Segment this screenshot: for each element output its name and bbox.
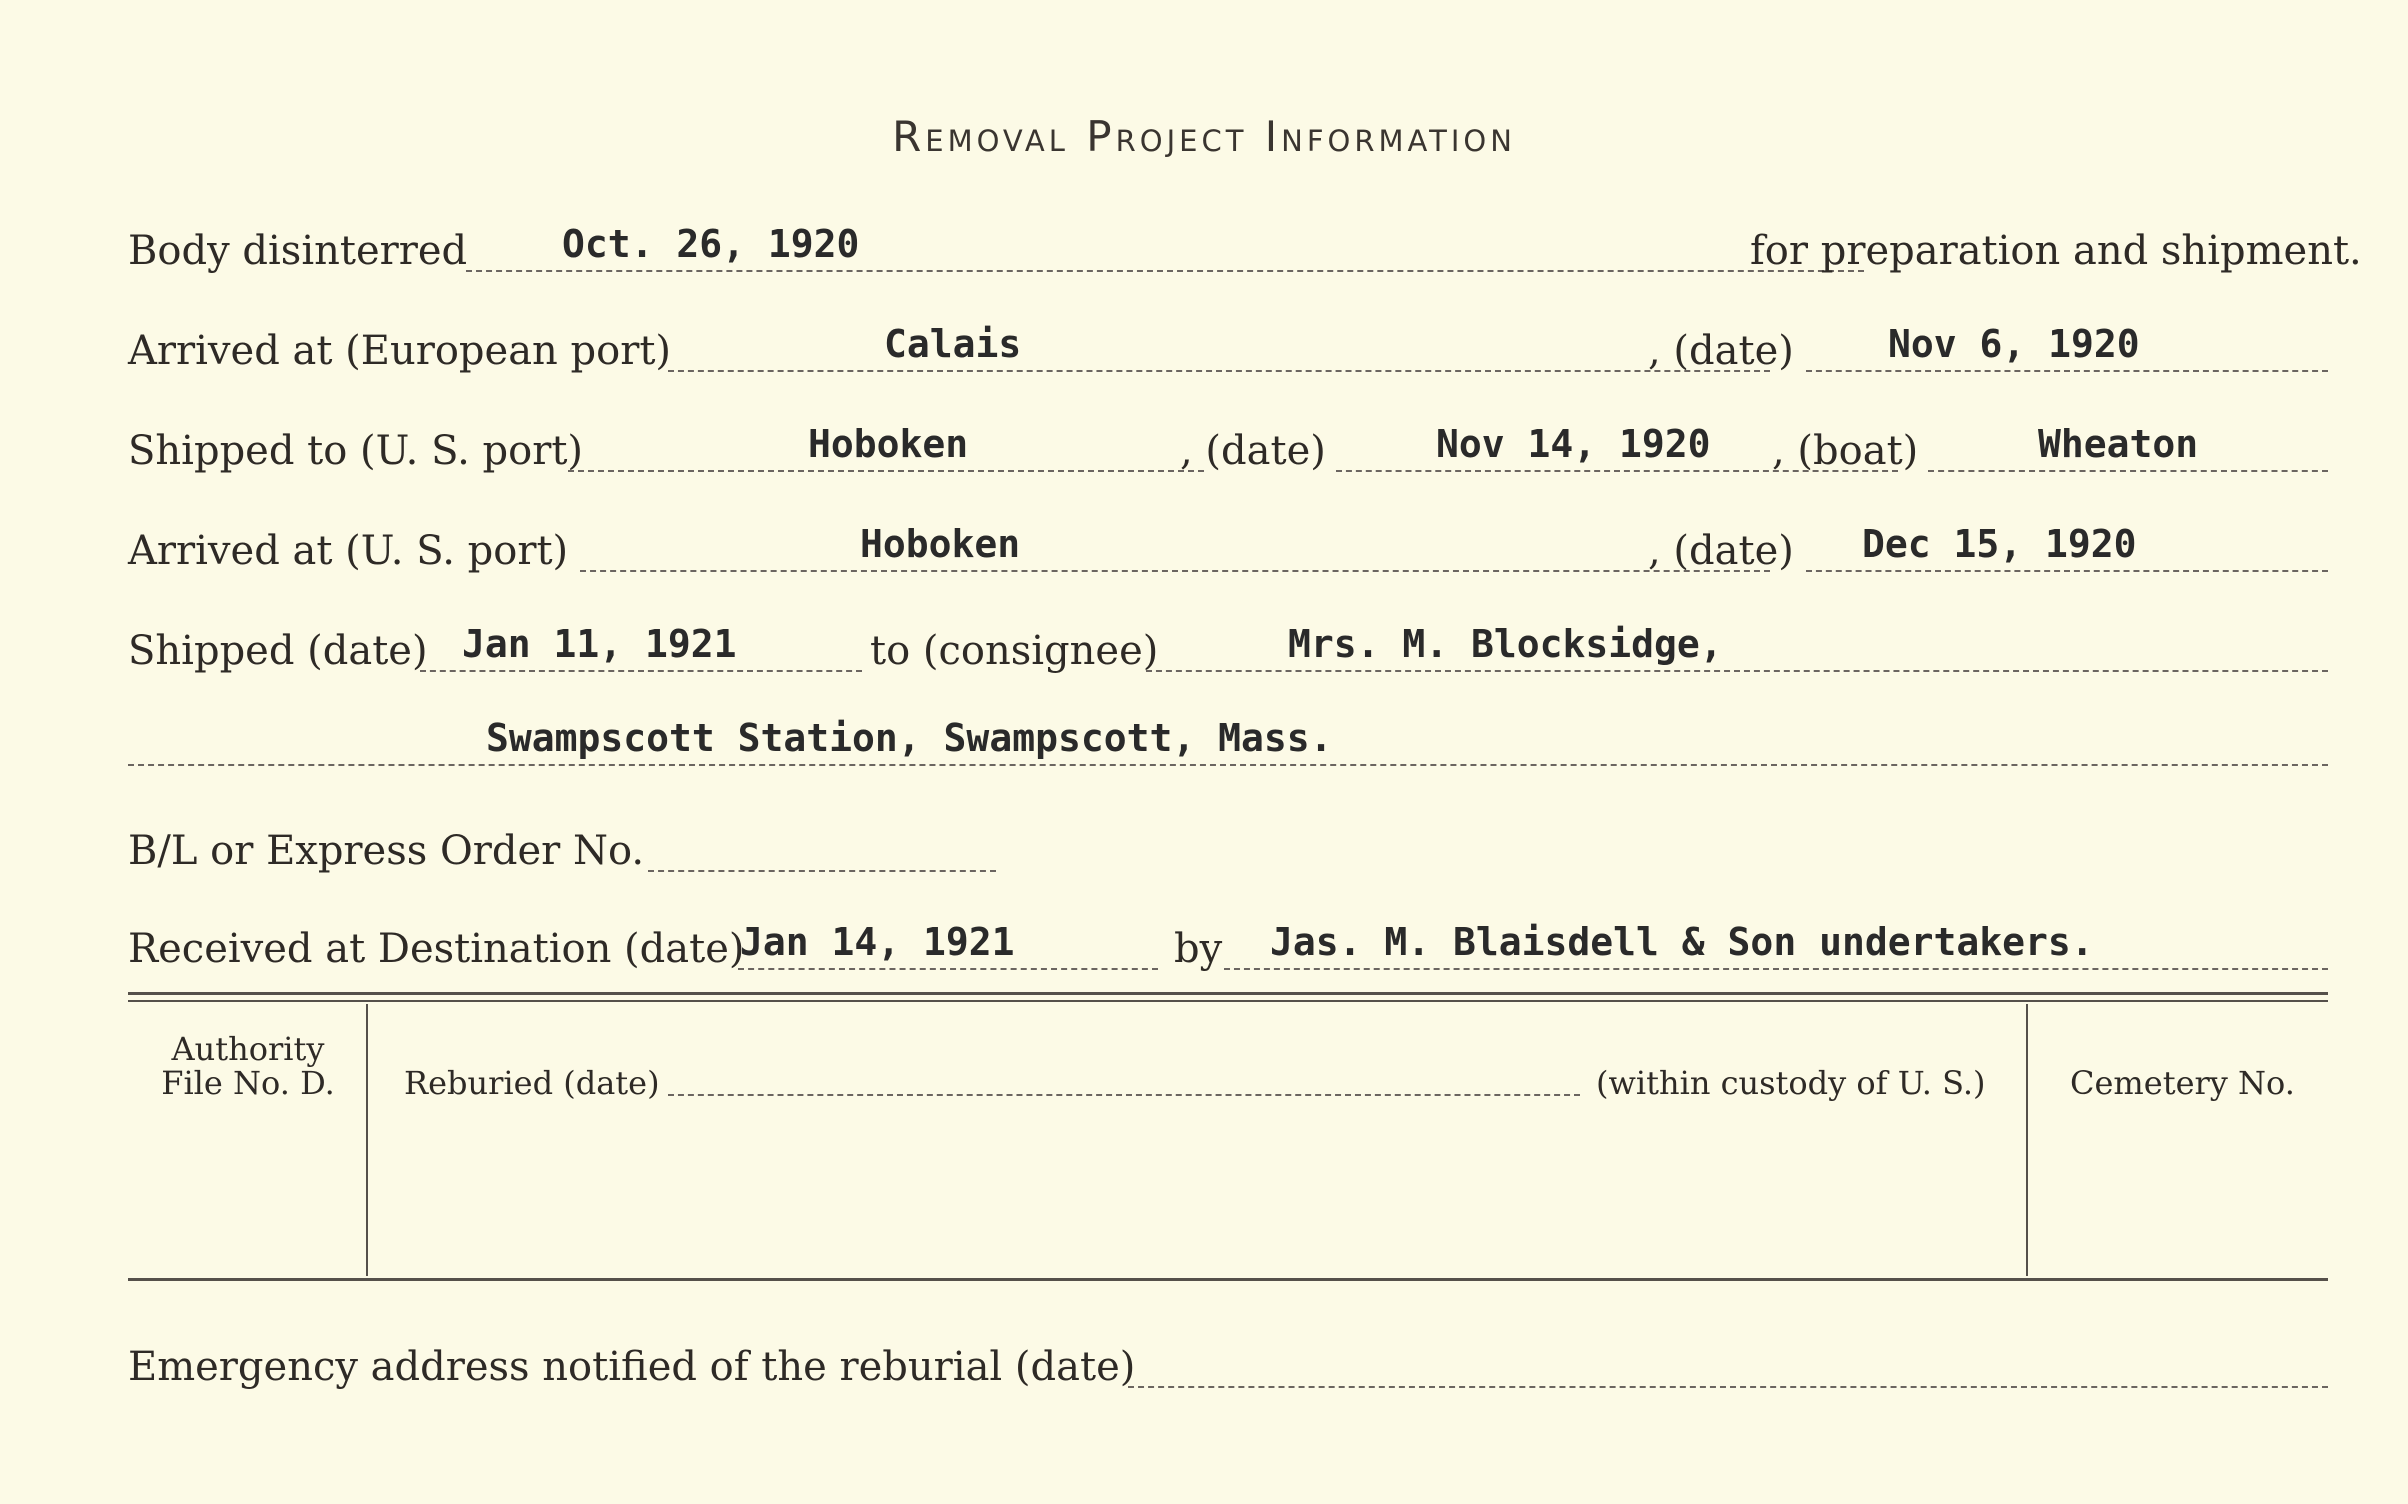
arrived-europe-line bbox=[668, 370, 1770, 372]
shipped-date: Jan 11, 1921 bbox=[462, 622, 737, 666]
consignee-line bbox=[1146, 670, 2328, 672]
table-divider-left bbox=[366, 1004, 368, 1276]
received-by-label: by bbox=[1174, 926, 1223, 972]
row-arrived-europe bbox=[128, 320, 2328, 380]
shipped-us-boat-label: , (boat) bbox=[1772, 428, 1919, 474]
reburied-line bbox=[668, 1094, 1580, 1096]
arrived-europe-label: Arrived at (European port) bbox=[128, 328, 672, 374]
custody-label: (within custody of U. S.) bbox=[1596, 1064, 1986, 1102]
disinterred-label: Body disinterred bbox=[128, 228, 468, 274]
row-shipped bbox=[128, 620, 2328, 680]
address-line bbox=[128, 764, 2328, 766]
arrived-europe-date-line bbox=[1806, 370, 2328, 372]
emergency-line bbox=[1128, 1386, 2328, 1388]
address-value: Swampscott Station, Swampscott, Mass. bbox=[486, 716, 1333, 760]
shipped-us-date-label: , (date) bbox=[1180, 428, 1326, 474]
row-received bbox=[128, 918, 2328, 978]
shipped-us-line bbox=[568, 470, 1204, 472]
table-bottom-rule bbox=[128, 1278, 2328, 1281]
authority-line2: File No. D. bbox=[161, 1064, 335, 1102]
received-by-value: Jas. M. Blaisdell & Son undertakers. bbox=[1270, 920, 2094, 964]
authority-cell bbox=[148, 1032, 348, 1100]
bl-line bbox=[648, 870, 996, 872]
table-top-rule-inner bbox=[128, 1000, 2328, 1002]
row-emergency bbox=[128, 1336, 2328, 1396]
consignee-label: to (consignee) bbox=[870, 628, 1159, 674]
shipped-date-line bbox=[420, 670, 862, 672]
row-bl bbox=[128, 820, 2328, 880]
shipped-label: Shipped (date) bbox=[128, 628, 428, 674]
arrived-us-line bbox=[580, 570, 1770, 572]
shipped-us-label: Shipped to (U. S. port) bbox=[128, 428, 583, 474]
shipped-us-boat: Wheaton bbox=[2038, 422, 2199, 466]
received-label: Received at Destination (date) bbox=[128, 926, 745, 972]
arrived-us-label: Arrived at (U. S. port) bbox=[128, 528, 569, 574]
arrived-us-date: Dec 15, 1920 bbox=[1862, 522, 2137, 566]
emergency-label: Emergency address notified of the reburial (date) bbox=[128, 1344, 1136, 1390]
reburied-label: Reburied (date) bbox=[404, 1064, 660, 1102]
row-address bbox=[128, 714, 2328, 774]
row-shipped-us bbox=[128, 420, 2328, 480]
shipped-us-boat-line bbox=[1928, 470, 2328, 472]
received-date-line bbox=[738, 968, 1158, 970]
shipped-us-port: Hoboken bbox=[808, 422, 969, 466]
received-date: Jan 14, 1921 bbox=[740, 920, 1015, 964]
arrived-europe-date: Nov 6, 1920 bbox=[1888, 322, 2140, 366]
disinterred-value: Oct. 26, 1920 bbox=[562, 222, 860, 266]
disinterred-suffix: for preparation and shipment. bbox=[1750, 228, 2362, 274]
card-title: Removal Project Information bbox=[892, 112, 1516, 161]
row-disinterred bbox=[128, 220, 2362, 280]
consignee-value: Mrs. M. Blocksidge, bbox=[1288, 622, 1723, 666]
arrived-europe-date-label: , (date) bbox=[1648, 328, 1794, 374]
table-top-rule bbox=[128, 992, 2328, 995]
cemetery-label: Cemetery No. bbox=[2070, 1064, 2295, 1102]
row-arrived-us bbox=[128, 520, 2328, 580]
authority-line1: Authority bbox=[171, 1030, 325, 1068]
arrived-us-date-line bbox=[1806, 570, 2328, 572]
received-by-line bbox=[1224, 968, 2328, 970]
shipped-us-date: Nov 14, 1920 bbox=[1436, 422, 1711, 466]
table-divider-right bbox=[2026, 1004, 2028, 1276]
arrived-us-date-label: , (date) bbox=[1648, 528, 1794, 574]
bl-label: B/L or Express Order No. bbox=[128, 828, 645, 874]
disinterred-line bbox=[466, 270, 1864, 272]
arrived-europe-port: Calais bbox=[884, 322, 1022, 366]
arrived-us-port: Hoboken bbox=[860, 522, 1021, 566]
